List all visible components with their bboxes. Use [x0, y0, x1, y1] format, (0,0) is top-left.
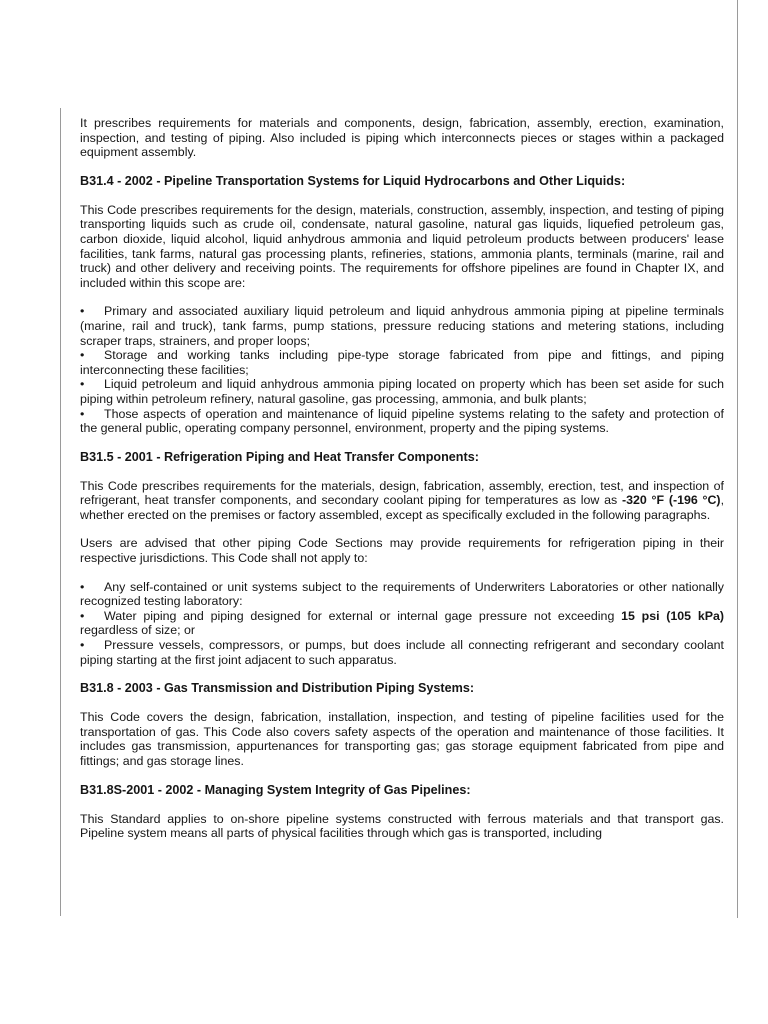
right-margin-rule: [737, 0, 738, 918]
bullet-icon: •: [80, 304, 85, 319]
bullet-icon: •: [80, 377, 85, 392]
list-item: • Any self-contained or unit systems subject to the requirements of Underwriters Laboratories or other nationally recognized testing laboratory:: [80, 579, 724, 609]
b31-4-scope-list: [80, 304, 724, 435]
b31-5-heading: B31.5 - 2001 - Refrigeration Piping and Heat Transfer Components:: [80, 449, 479, 464]
bullet-icon: •: [80, 579, 85, 594]
list-item: • Water piping and piping designed for external or internal gage pressure not exceeding 15 psi (105 kPa) regardless of size; or: [80, 608, 724, 638]
b31-4-paragraph: This Code prescribes requirements for the design, materials, construction, assembly, inspection, and testing of piping transporting liquids such as crude oil, condensate, natural gasoline, natural gas liquids, liquefied petroleum gas, carbon dioxide, liquid alcohol, liquid anhydrous ammonia and liquid petroleum products between producers' lease facilities, tank farms, natural gas processing plants, refineries, stations, ammonia plants, terminals (marine, rail and truck) and other delivery and receiving points. The requirements for offshore pipelines are found in Chapter IX, and included within this scope are:: [80, 202, 724, 290]
list-item: • Storage and working tanks including pipe-type storage fabricated from pipe and fittings, and piping interconnecting these facilities;: [80, 348, 724, 377]
b31-5-paragraph: This Code prescribes requirements for the materials, design, fabrication, assembly, erection, test, and inspection of refrigerant, heat transfer components, and secondary coolant piping for temperatures as low as -320 °F (-196 °C), whether erected on the premises or factory assembled, except as specifically excluded in the following paragraphs.: [80, 478, 725, 522]
list-item: • Primary and associated auxiliary liquid petroleum and liquid anhydrous ammonia piping at pipeline terminals (marine, rail and truck), tank farms, pump stations, pressure reducing stations and metering stations, including scraper traps, strainers, and proper loops;: [80, 304, 724, 348]
bullet-icon: •: [80, 348, 85, 363]
list-item: • Pressure vessels, compressors, or pumps, but does include all connecting refrigerant and secondary coolant piping starting at the first joint adjacent to such apparatus.: [80, 638, 724, 667]
document-body: [80, 116, 724, 855]
bullet-icon: •: [80, 608, 85, 623]
left-margin-rule: [60, 108, 61, 916]
b31-8s-paragraph: This Standard applies to on-shore pipeline systems constructed with ferrous materials and that transport gas. Pipeline system means all parts of physical facilities through which gas is transported, including: [80, 811, 724, 841]
b31-5-exclusion-list: [80, 580, 724, 668]
b31-4-heading: B31.4 - 2002 - Pipeline Transportation Systems for Liquid Hydrocarbons and Other Liquids:: [80, 173, 626, 188]
b31-8-heading: B31.8 - 2003 - Gas Transmission and Distribution Piping Systems:: [80, 681, 475, 696]
b31-8-paragraph: This Code covers the design, fabrication, installation, inspection, and testing of pipeline facilities used for the transportation of gas. This Code also covers safety aspects of the operation and maintenance of those facilities. It includes gas transmission, appurtenances for transporting gas; gas storage equipment fabricated from pipe and fittings; and gas storage lines.: [80, 710, 724, 768]
b31-8s-heading: B31.8S-2001 - 2002 - Managing System Integrity of Gas Pipelines:: [80, 782, 471, 797]
list-item: • Liquid petroleum and liquid anhydrous ammonia piping located on property which has been set aside for such piping within petroleum refinery, natural gasoline, gas processing, ammonia, and bulk plants;: [80, 377, 724, 406]
bullet-icon: •: [80, 406, 85, 421]
b31-5-users-paragraph: Users are advised that other piping Code Sections may provide requirements for refrigeration piping in their respective jurisdictions. This Code shall not apply to:: [80, 536, 724, 566]
list-item: • Those aspects of operation and maintenance of liquid pipeline systems relating to the safety and protection of the general public, operating company personnel, environment, property and the piping systems.: [80, 406, 724, 436]
bullet-icon: •: [80, 638, 85, 653]
intro-paragraph: It prescribes requirements for materials and components, design, fabrication, assembly, erection, examination, inspection, and testing of piping. Also included is piping which interconnects pieces or stages within a packaged equipment assembly.: [80, 116, 724, 160]
